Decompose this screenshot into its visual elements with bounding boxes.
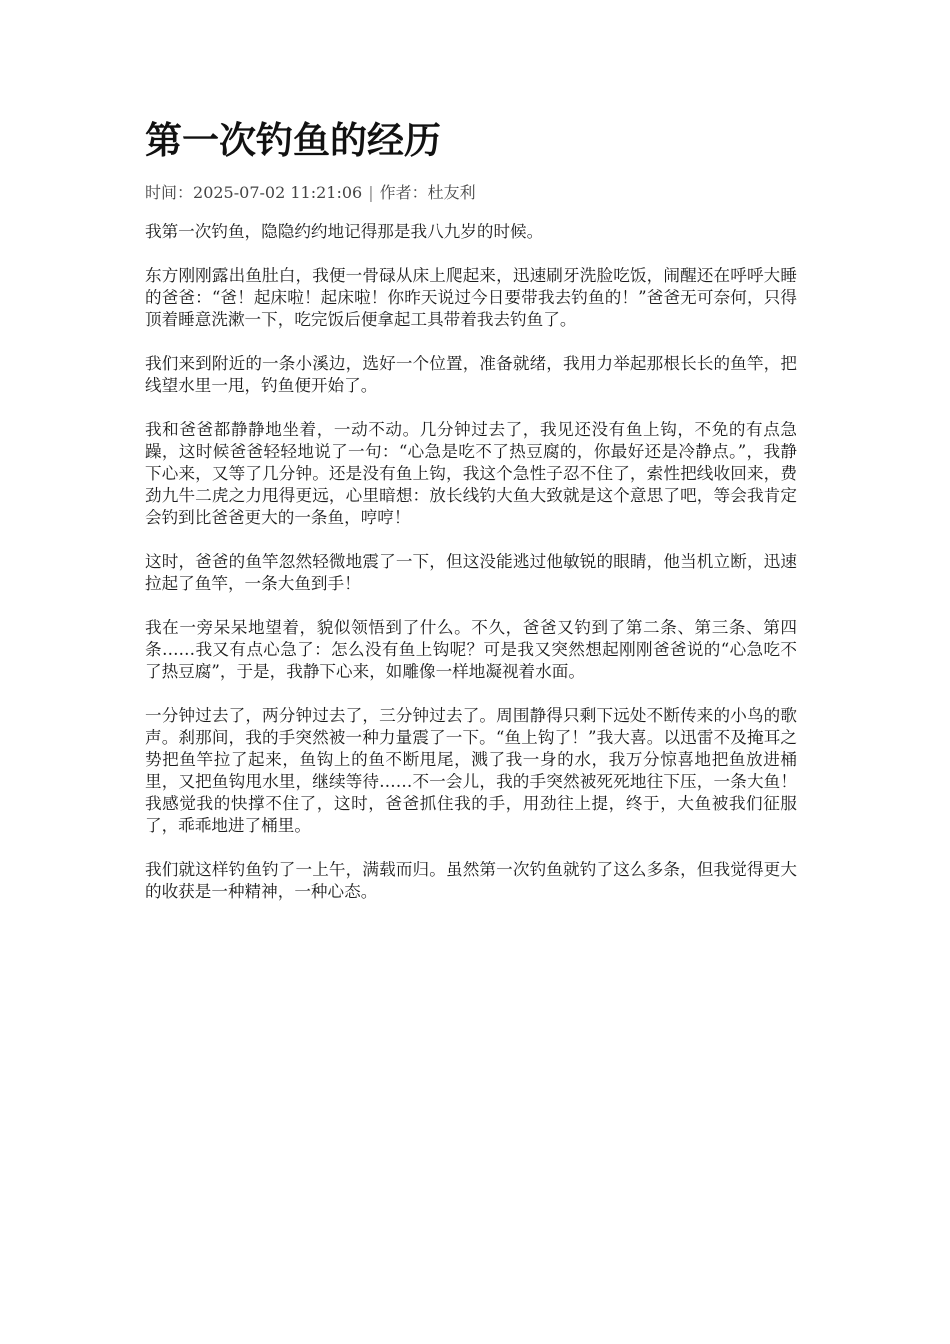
paragraph: 这时，爸爸的鱼竿忽然轻微地震了一下，但这没能逃过他敏锐的眼睛，他当机立断，迅速拉起了鱼竿，一条大鱼到手！ [145, 552, 797, 593]
paragraph: 东方刚刚露出鱼肚白，我便一骨碌从床上爬起来，迅速刷牙洗脸吃饭，闹醒还在呼呼大睡的爸爸：“爸！起床啦！起床啦！你昨天说过今日要带我去钓鱼的！”爸爸无可奈何，只得顶着睡意洗漱一下，吃完饭后便拿起工具带着我去钓鱼了。 [145, 266, 797, 329]
paragraph: 我第一次钓鱼，隐隐约约地记得那是我八九岁的时候。 [145, 222, 544, 241]
paragraph: 我在一旁呆呆地望着，貌似领悟到了什么。不久，爸爸又钓到了第二条、第三条、第四条……我又有点心急了：怎么没有鱼上钩呢？可是我又突然想起刚刚爸爸说的“心急吃不了热豆腐”，于是，我静下心来，如雕像一样地凝视着水面。 [145, 618, 797, 681]
author-label: 作者： [379, 183, 428, 202]
article-body [145, 221, 797, 903]
article [145, 112, 797, 925]
paragraph: 我和爸爸都静静地坐着，一动不动。几分钟过去了，我见还没有鱼上钩，不免的有点急躁，这时候爸爸轻轻地说了一句：“心急是吃不了热豆腐的，你最好还是冷静点。”，我静下心来，又等了几分钟。还是没有鱼上钩，我这个急性子忍不住了，索性把线收回来，费劲九牛二虎之力甩得更远，心里暗想：放长线钓大鱼大致就是这个意思了吧，等会我肯定会钓到比爸爸更大的一条鱼，哼哼！ [145, 420, 797, 527]
article-meta [145, 182, 797, 204]
paragraph: 我们来到附近的一条小溪边，选好一个位置，准备就绪，我用力举起那根长长的鱼竿，把线望水里一甩，钓鱼便开始了。 [145, 354, 797, 395]
paragraph: 一分钟过去了，两分钟过去了，三分钟过去了。周围静得只剩下远处不断传来的小鸟的歌声。刹那间，我的手突然被一种力量震了一下。“鱼上钩了！”我大喜。以迅雷不及掩耳之势把鱼竿拉了起来，鱼钩上的鱼不断甩尾，溅了我一身的水，我万分惊喜地把鱼放进桶里，又把鱼钩甩水里，继续等待……不一会儿，我的手突然被死死地往下压，一条大鱼！我感觉我的快撑不住了，这时，爸爸抓住我的手，用劲往上提，终于，大鱼被我们征服了，乖乖地进了桶里。 [145, 706, 797, 835]
paragraph: 我们就这样钓鱼钓了一上午，满载而归。虽然第一次钓鱼就钓了这么多条，但我觉得更大的收获是一种精神，一种心态。 [145, 860, 797, 901]
article-title: 第一次钓鱼的经历 [145, 118, 441, 162]
time-value: 2025-07-02 11:21:06 [193, 183, 363, 202]
time-label: 时间： [145, 183, 194, 202]
meta-separator: | [368, 183, 374, 202]
author-value: 杜友利 [427, 183, 476, 202]
